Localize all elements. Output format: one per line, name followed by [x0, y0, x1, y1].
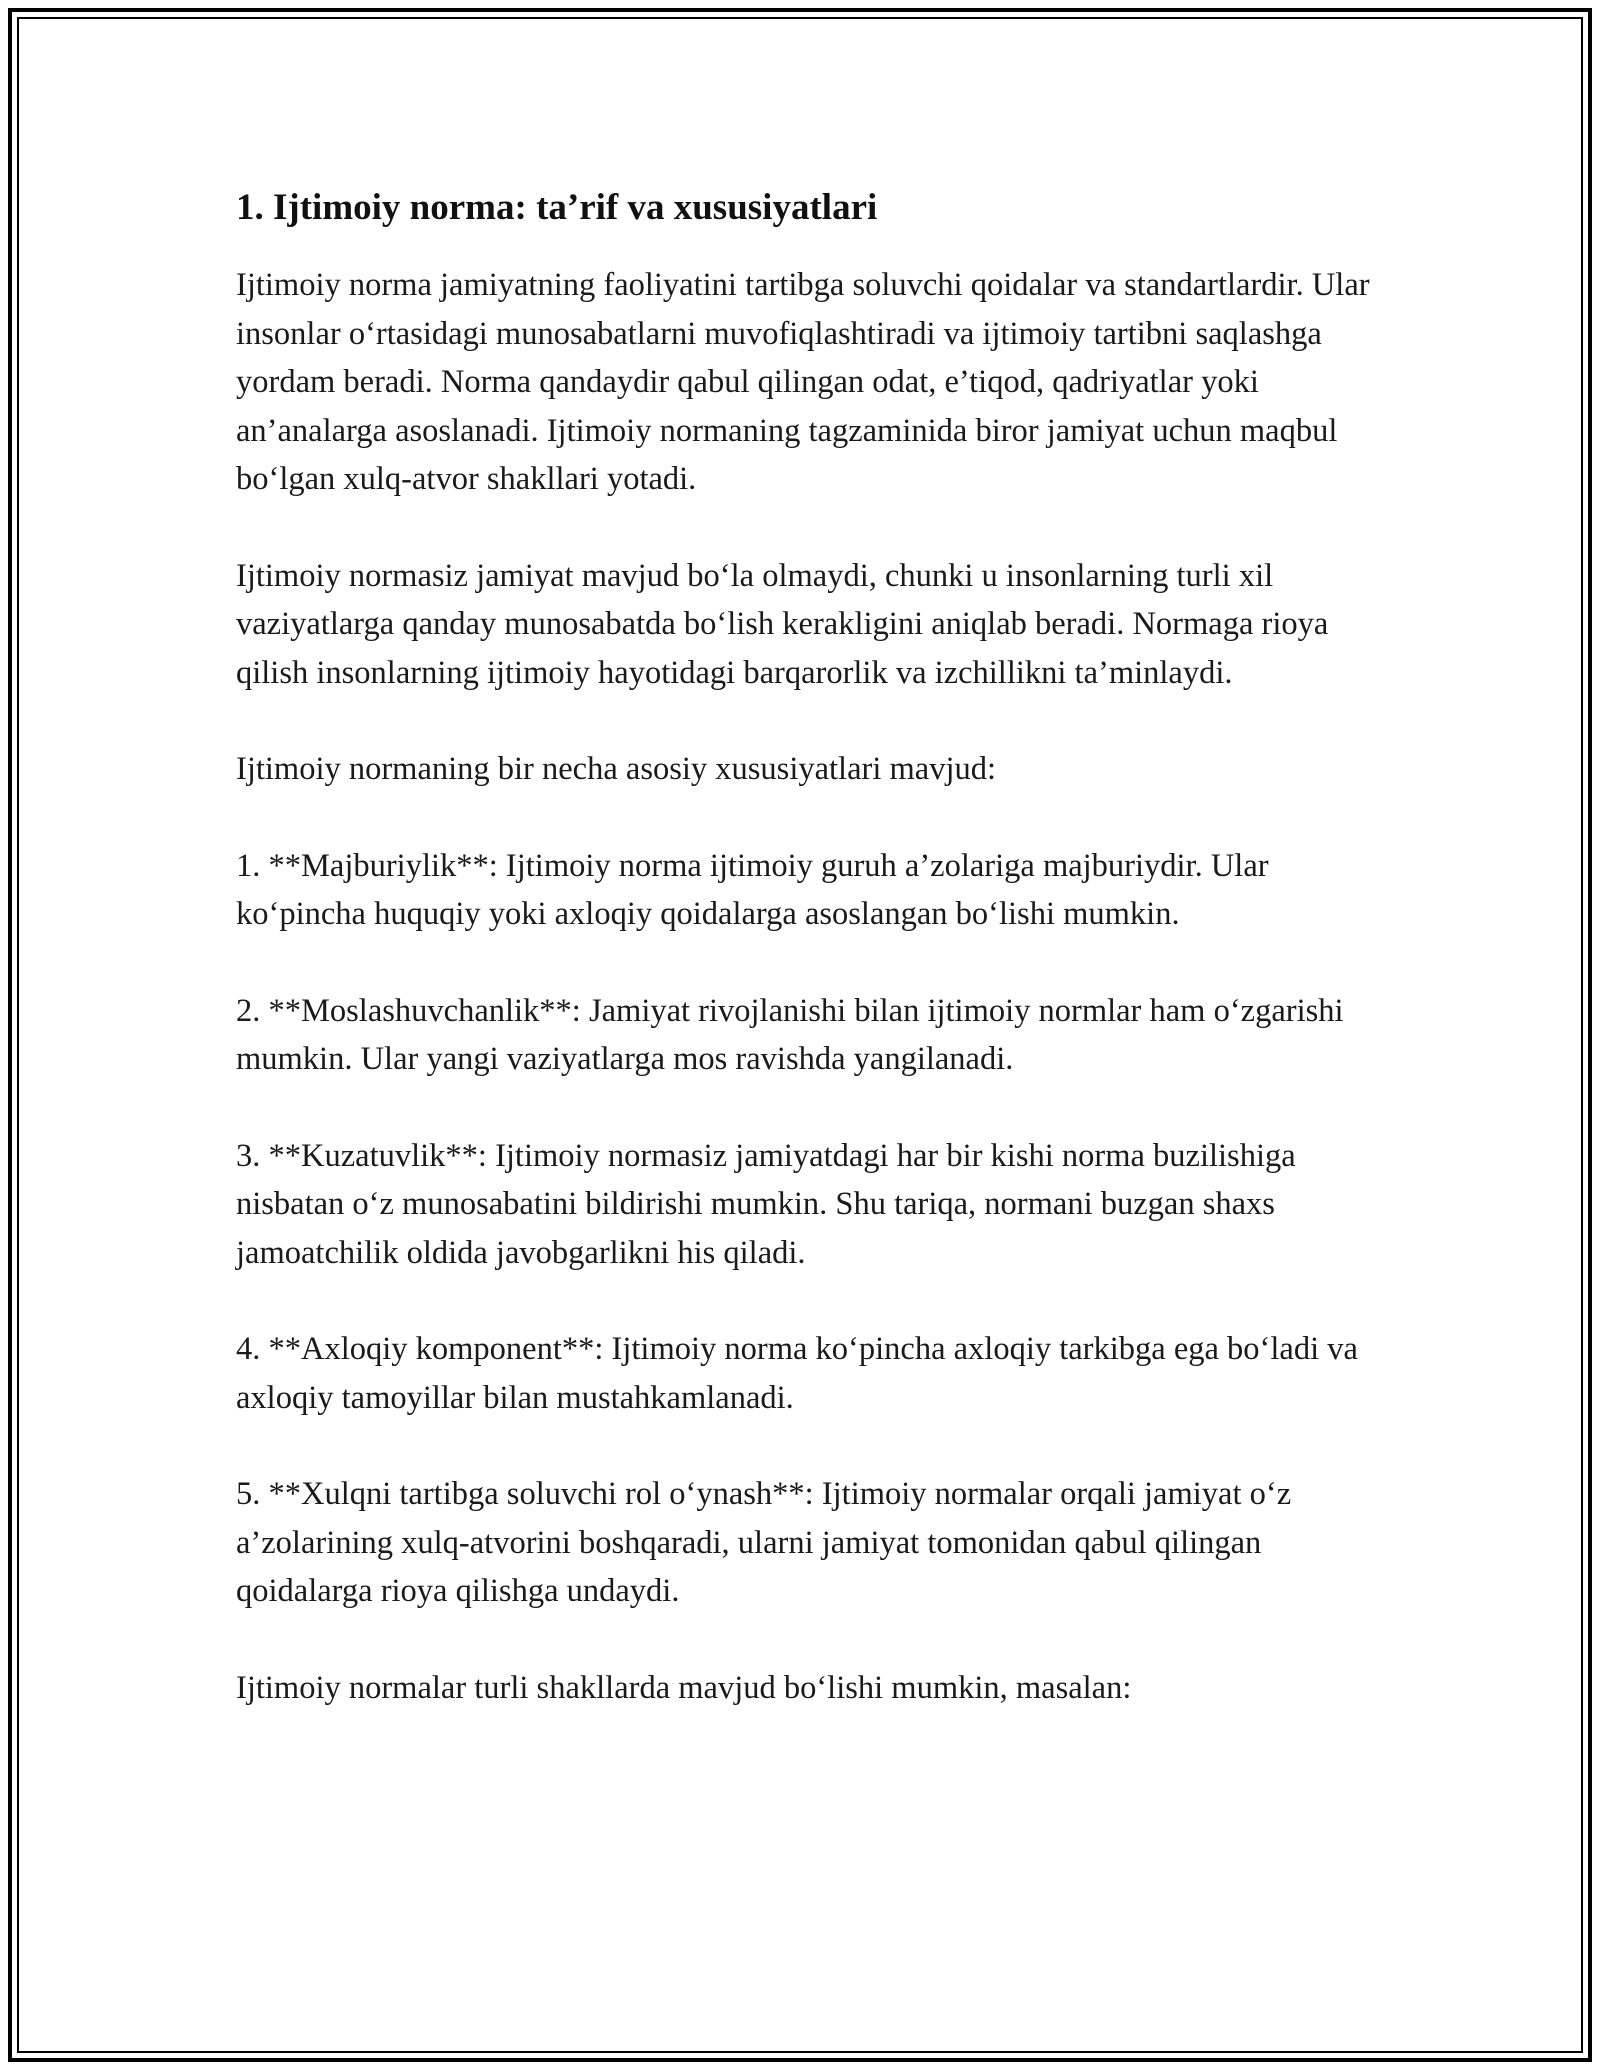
paragraph-definition: Ijtimoiy norma jamiyatning faoliyatini tartibga soluvchi qoidalar va standartlardir. Ular insonlar o‘rtasidagi munosabatlarni muvofiqlashtiradi va ijtimoiy tartibni saqlashga yordam beradi. Norma qandaydir qabul qilingan odat, e’tiqod, qadriyatlar yoki an’analarga asoslanadi. Ijtimoiy normaning tagzaminida biror jamiyat uchun maqbul bo‘lgan xulq-atvor shakllari yotadi. — [236, 267, 1370, 498]
list-item-observability: 3. **Kuzatuvlik**: Ijtimoiy normasiz jamiyatdagi har bir kishi norma buzilishiga nisbatan o‘z munosabatini bildirishi mumkin. Shu tariqa, normani buzgan shaxs jamoatchilik oldida javobgarlikni his qiladi. — [236, 1137, 1296, 1271]
document-body — [236, 185, 1371, 1760]
list-item-moral-component: 4. **Axloqiy komponent**: Ijtimoiy norma ko‘pincha axloqiy tarkibga ega bo‘ladi va axloqiy tamoyillar bilan mustahkamlanadi. — [236, 1331, 1358, 1416]
paragraph-forms-intro: Ijtimoiy normalar turli shakllarda mavjud bo‘lishi mumkin, masalan: — [236, 1669, 1132, 1706]
paragraph-importance: Ijtimoiy normasiz jamiyat mavjud bo‘la olmaydi, chunki u insonlarning turli xil vaziyatlarga qanday munosabatda bo‘lish kerakligini aniqlab beradi. Normaga rioya qilish insonlarning ijtimoiy hayotidagi barqarorlik va izchillikni ta’minlaydi. — [236, 557, 1329, 691]
paragraph-features-intro: Ijtimoiy normaning bir necha asosiy xususiyatlari mavjud: — [236, 751, 997, 788]
list-item-flexibility: 2. **Moslashuvchanlik**: Jamiyat rivojlanishi bilan ijtimoiy normlar ham o‘zgarishi mumkin. Ular yangi vaziyatlarga mos ravishda yangilanadi. — [236, 992, 1344, 1078]
section-heading: 1. Ijtimoiy norma: ta’rif va xususiyatlari — [236, 187, 878, 228]
list-item-behavior-regulation: 5. **Xulqni tartibga soluvchi rol o‘ynash**: Ijtimoiy normalar orqali jamiyat o‘z a’zolarining xulq-atvorini boshqaradi, ularni jamiyat tomonidan qabul qilingan qoidalarga rioya qilishga undaydi. — [236, 1476, 1292, 1610]
list-item-obligation: 1. **Majburiylik**: Ijtimoiy norma ijtimoiy guruh a’zolariga majburiydir. Ular ko‘pincha huquqiy yoki axloqiy qoidalarga asoslangan bo‘lishi mumkin. — [236, 847, 1269, 933]
